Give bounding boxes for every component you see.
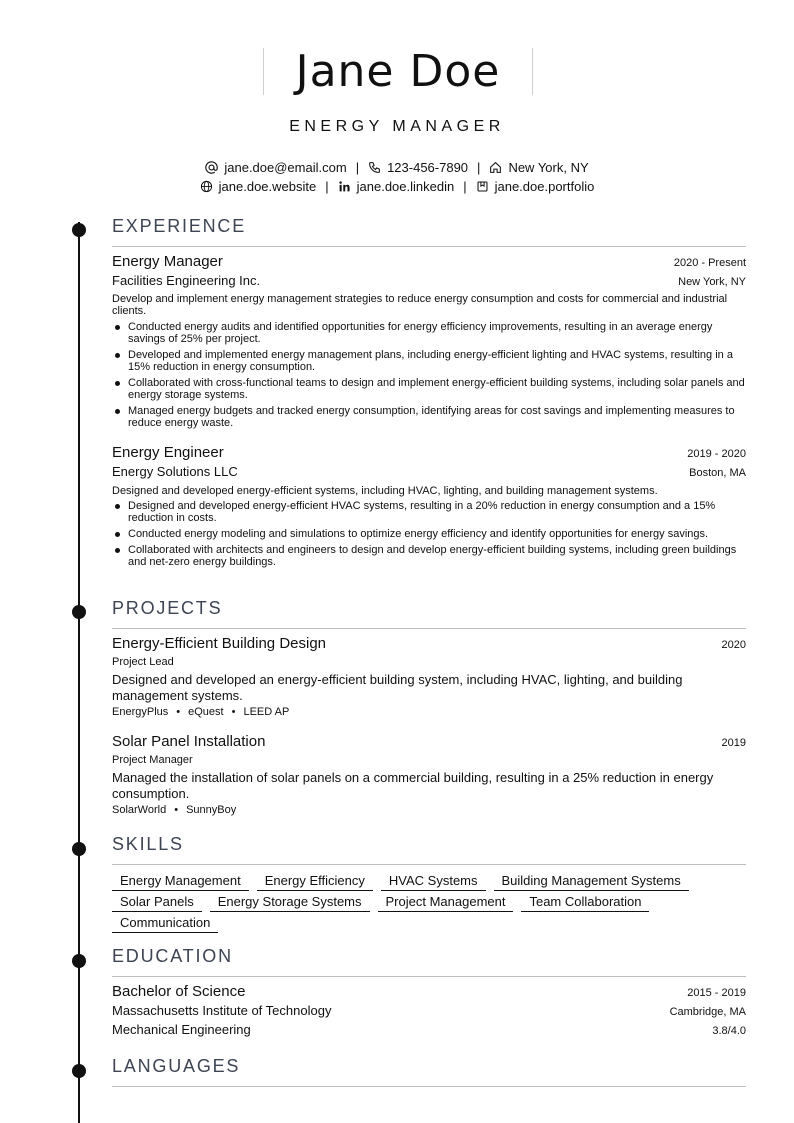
job-location: New York, NY [678, 276, 746, 288]
education-school-row [112, 1003, 746, 1018]
section-divider [112, 246, 746, 247]
section-divider [112, 1086, 746, 1087]
job-title: Energy Manager [112, 253, 223, 270]
section-divider [112, 628, 746, 629]
list-item: Collaborated with cross-functional teams to design and implement energy-efficient building systems, including solar panels and energy storage systems. [112, 377, 746, 401]
contact-portfolio[interactable]: jane.doe.portfolio [476, 179, 595, 194]
degree: Bachelor of Science [112, 983, 246, 1000]
list-item: Managed energy budgets and tracked energy consumption, identifying areas for cost savings and implementing measures to reduce energy waste. [112, 405, 746, 429]
section-title-experience: EXPERIENCE [112, 216, 247, 236]
timeline-dot-skills [72, 842, 86, 856]
skill-tag: Project Management [378, 893, 514, 912]
linkedin-icon [338, 180, 351, 193]
contact-line-1: jane.doe@email.com | 123-456-7890 | New York, NY [0, 160, 794, 175]
project-role: Project Lead [112, 656, 174, 668]
section-title-projects: PROJECTS [112, 598, 223, 618]
project-1-header [112, 635, 746, 652]
timeline-dot-languages [72, 1064, 86, 1078]
list-item: Developed and implemented energy management plans, including energy-efficient lighting and HVAC systems, resulting in a 15% reduction in energy consumption. [112, 349, 746, 373]
project-year: 2019 [721, 737, 746, 749]
skills-list [112, 872, 752, 933]
project-title: Energy-Efficient Building Design [112, 635, 327, 652]
experience-1-company-row [112, 273, 746, 288]
contact-linkedin[interactable]: jane.doe.linkedin [338, 179, 455, 194]
job-dates: 2019 - 2020 [687, 448, 746, 460]
job-summary: Develop and implement energy management strategies to reduce energy consumption and costs for commercial and industrial clients. [112, 293, 728, 317]
school-location: Cambridge, MA [669, 1006, 746, 1018]
skill-tag: Energy Storage Systems [210, 893, 370, 912]
experience-1-bullets [112, 321, 746, 433]
company-name: Facilities Engineering Inc. [112, 273, 261, 288]
timeline-dot-projects [72, 605, 86, 619]
skill-tag: Energy Efficiency [257, 872, 373, 891]
section-title-languages: LANGUAGES [112, 1056, 241, 1076]
skill-tag: Team Collaboration [521, 893, 649, 912]
keyword: eQuest [188, 706, 224, 718]
gpa: 3.8/4.0 [712, 1025, 746, 1037]
education-dates: 2015 - 2019 [687, 987, 746, 999]
experience-2-header [112, 444, 746, 461]
job-title: Energy Engineer [112, 444, 224, 461]
project-description: Managed the installation of solar panels on a commercial building, resulting in a 25% reduction in energy consumption. [112, 770, 714, 801]
keyword: EnergyPlus [112, 706, 169, 718]
skill-tag: HVAC Systems [381, 872, 486, 891]
section-title-skills: SKILLS [112, 834, 184, 854]
company-name: Energy Solutions LLC [112, 464, 238, 479]
experience-2-company-row [112, 464, 746, 479]
phone-icon [368, 161, 381, 174]
globe-icon [200, 180, 213, 193]
education-header [112, 983, 746, 1000]
job-summary: Designed and developed energy-efficient systems, including HVAC, lighting, and building management systems. [112, 485, 658, 497]
name-frame [263, 45, 533, 97]
contact-email[interactable]: jane.doe@email.com [205, 160, 346, 175]
home-icon [489, 161, 502, 174]
candidate-name: Jane Doe [295, 45, 501, 97]
timeline-line [78, 222, 80, 1123]
contact-location: New York, NY [489, 160, 588, 175]
project-year: 2020 [721, 639, 746, 651]
project-2-header [112, 733, 746, 750]
job-location: Boston, MA [689, 467, 746, 479]
section-divider [112, 864, 746, 865]
portfolio-icon [476, 180, 489, 193]
timeline-dot-experience [72, 223, 86, 237]
keyword: SunnyBoy [186, 804, 237, 816]
skill-tag: Energy Management [112, 872, 249, 891]
contact-website[interactable]: jane.doe.website [200, 179, 317, 194]
experience-1-header [112, 253, 746, 270]
list-item: Conducted energy modeling and simulations to optimize energy efficiency and identify opportunities for energy savings. [112, 528, 746, 540]
field-of-study: Mechanical Engineering [112, 1022, 251, 1037]
timeline-dot-education [72, 954, 86, 968]
project-1-keywords: EnergyPlus • eQuest • LEED AP [112, 706, 290, 718]
skill-tag: Communication [112, 914, 218, 933]
list-item: Conducted energy audits and identified opportunities for energy efficiency improvements, resulting in an average energy savings of 25% per project. [112, 321, 746, 345]
project-role: Project Manager [112, 754, 193, 766]
at-icon [205, 161, 218, 174]
section-title-education: EDUCATION [112, 946, 233, 966]
school-name: Massachusetts Institute of Technology [112, 1003, 332, 1018]
skill-tag: Building Management Systems [494, 872, 689, 891]
education-field-row [112, 1022, 746, 1037]
keyword: SolarWorld [112, 804, 167, 816]
keyword: LEED AP [243, 706, 290, 718]
project-2-keywords: SolarWorld • SunnyBoy [112, 804, 237, 816]
contact-line-2: jane.doe.website | jane.doe.linkedin | jane.doe.portfolio [0, 179, 794, 194]
section-divider [112, 976, 746, 977]
project-description: Designed and developed an energy-efficient building system, including HVAC, lighting, and building management systems. [112, 672, 683, 703]
job-dates: 2020 - Present [673, 257, 746, 269]
job-title: ENERGY MANAGER [289, 118, 505, 135]
contact-phone[interactable]: 123-456-7890 [368, 160, 468, 175]
project-title: Solar Panel Installation [112, 733, 266, 750]
list-item: Designed and developed energy-efficient HVAC systems, resulting in a 20% reduction in energy consumption and a 15% reduction in costs. [112, 500, 746, 524]
list-item: Collaborated with architects and engineers to design and develop energy-efficient building systems, including green buildings and net-zero energy buildings. [112, 544, 746, 568]
skill-tag: Solar Panels [112, 893, 202, 912]
experience-2-bullets [112, 500, 746, 572]
